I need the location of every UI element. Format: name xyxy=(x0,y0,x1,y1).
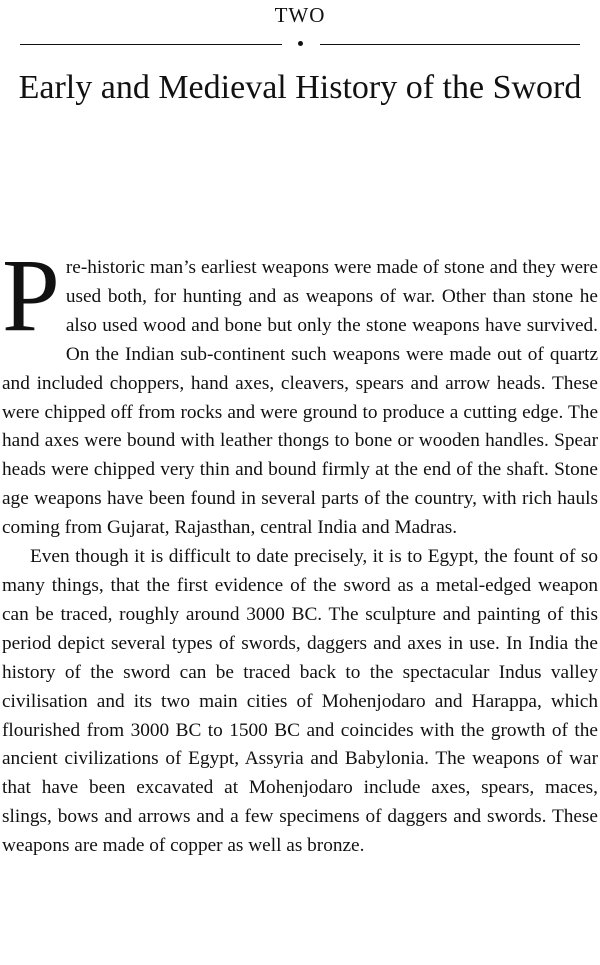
chapter-title: Early and Medieval History of the Sword xyxy=(18,69,582,106)
paragraph-2: Even though it is difficult to date precisely, it is to Egypt, the fount of so many things, that the first evidence of the sword as a metal-edged weapon can be traced, roughly around 3000 BC. The sculpture and painting of this period depict several types of swords, daggers and axes in use. In India the history of the sword can be traced back to the spectacular Indus valley civilisation and its two main cities of Mohenjodaro and Harappa, which flourished from 3000 BC to 1500 BC and coincides with the growth of the ancient civilizations of Egypt, Assyria and Babylonia. The weapons of war that have been excavated at Mohenjodaro include axes, spears, maces, slings, bows and arrows and a few specimens of daggers and swords. These weapons are made of copper as well as bronze. xyxy=(2,546,598,857)
drop-cap: P xyxy=(2,238,60,353)
paragraph-1-text: re-historic man’s earliest weapons were made of stone and they were used both, for hunting and as weapons of war. Other than stone he also used wood and bone but only the stone weapons have survived. On the Indian sub-continent such weapons were made out of quartz and included choppers, hand axes, cleavers, spears and arrow heads. These were chipped off from rocks and were ground to produce a cutting edge. The hand axes were bound with leather thongs to bone or wooden handles. Spear heads were chipped very thin and bound firmly at the end of the shaft. Stone age weapons have been found in several parts of the country, with rich hauls coming from Gujarat, Rajasthan, central India and Madras. xyxy=(2,257,598,539)
paragraph-1 xyxy=(2,238,598,543)
chapter-label: TWO xyxy=(274,3,326,27)
divider-rule-right xyxy=(320,44,580,45)
divider-rule-left xyxy=(20,44,282,45)
chapter-body xyxy=(2,238,598,861)
chapter-divider xyxy=(20,40,580,50)
divider-dot-icon xyxy=(298,41,303,46)
